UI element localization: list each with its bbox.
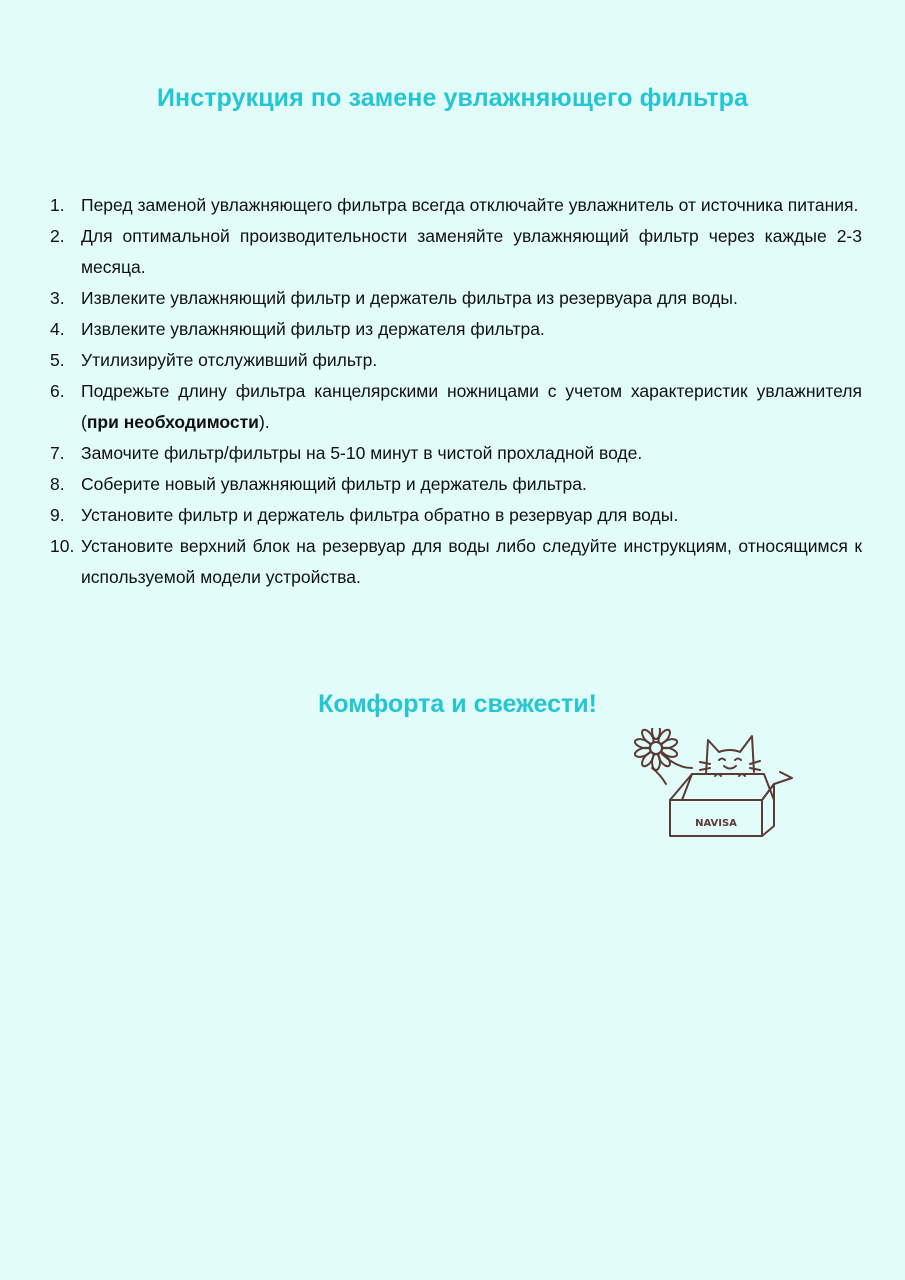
step-text: Установите верхний блок на резервуар для воды либо следуйте инструкциям, относящимся к используемой модели устройства. — [81, 536, 862, 587]
list-item — [50, 376, 862, 438]
list-item — [50, 531, 862, 593]
step-number: 4. — [50, 319, 65, 339]
step-number: 6. — [50, 381, 65, 401]
step-text-emphasis: при необходимости — [86, 412, 259, 432]
step-number: 5. — [50, 350, 65, 370]
closing-message: Комфорта и свежести! — [318, 690, 597, 718]
list-item — [50, 314, 862, 345]
step-number: 1. — [50, 195, 65, 215]
step-text: Извлеките увлажняющий фильтр и держатель фильтра из резервуара для воды. — [81, 288, 738, 308]
box-label: NAVISA — [695, 818, 737, 829]
page-title: Инструкция по замене увлажняющего фильтра — [156, 84, 749, 112]
step-text-part: Подрежьте длину фильтра канцелярскими ножницами с учетом характеристик увлажнителя ( — [81, 381, 862, 432]
list-item — [50, 283, 862, 314]
list-item — [50, 345, 862, 376]
list-item — [50, 438, 862, 469]
cat-icon — [700, 736, 760, 776]
list-item — [50, 500, 862, 531]
step-text-part: ). — [258, 412, 270, 432]
step-text: Перед заменой увлажняющего фильтра всегда отключайте увлажнитель от источника питания. — [81, 195, 859, 215]
step-text — [81, 376, 862, 438]
step-number: 7. — [50, 443, 65, 463]
cat-in-box-logo — [622, 728, 797, 840]
step-text: Для оптимальной производительности заменяйте увлажняющий фильтр через каждые 2-3 месяца. — [81, 226, 862, 277]
step-number: 8. — [50, 474, 65, 494]
step-number: 9. — [50, 505, 65, 525]
step-text: Замочите фильтр/фильтры на 5-10 минут в чистой прохладной воде. — [81, 443, 643, 463]
flower-icon — [634, 728, 692, 784]
step-text: Установите фильтр и держатель фильтра обратно в резервуар для воды. — [81, 505, 679, 525]
instruction-list — [50, 190, 862, 593]
step-number: 3. — [50, 288, 65, 308]
list-item — [50, 469, 862, 500]
step-number: 10. — [50, 536, 75, 556]
step-number: 2. — [50, 226, 65, 246]
list-item — [50, 190, 862, 221]
step-text: Извлеките увлажняющий фильтр из держателя фильтра. — [81, 319, 545, 339]
list-item — [50, 221, 862, 283]
step-text: Утилизируйте отслуживший фильтр. — [81, 350, 378, 370]
step-text: Соберите новый увлажняющий фильтр и держатель фильтра. — [81, 474, 587, 494]
